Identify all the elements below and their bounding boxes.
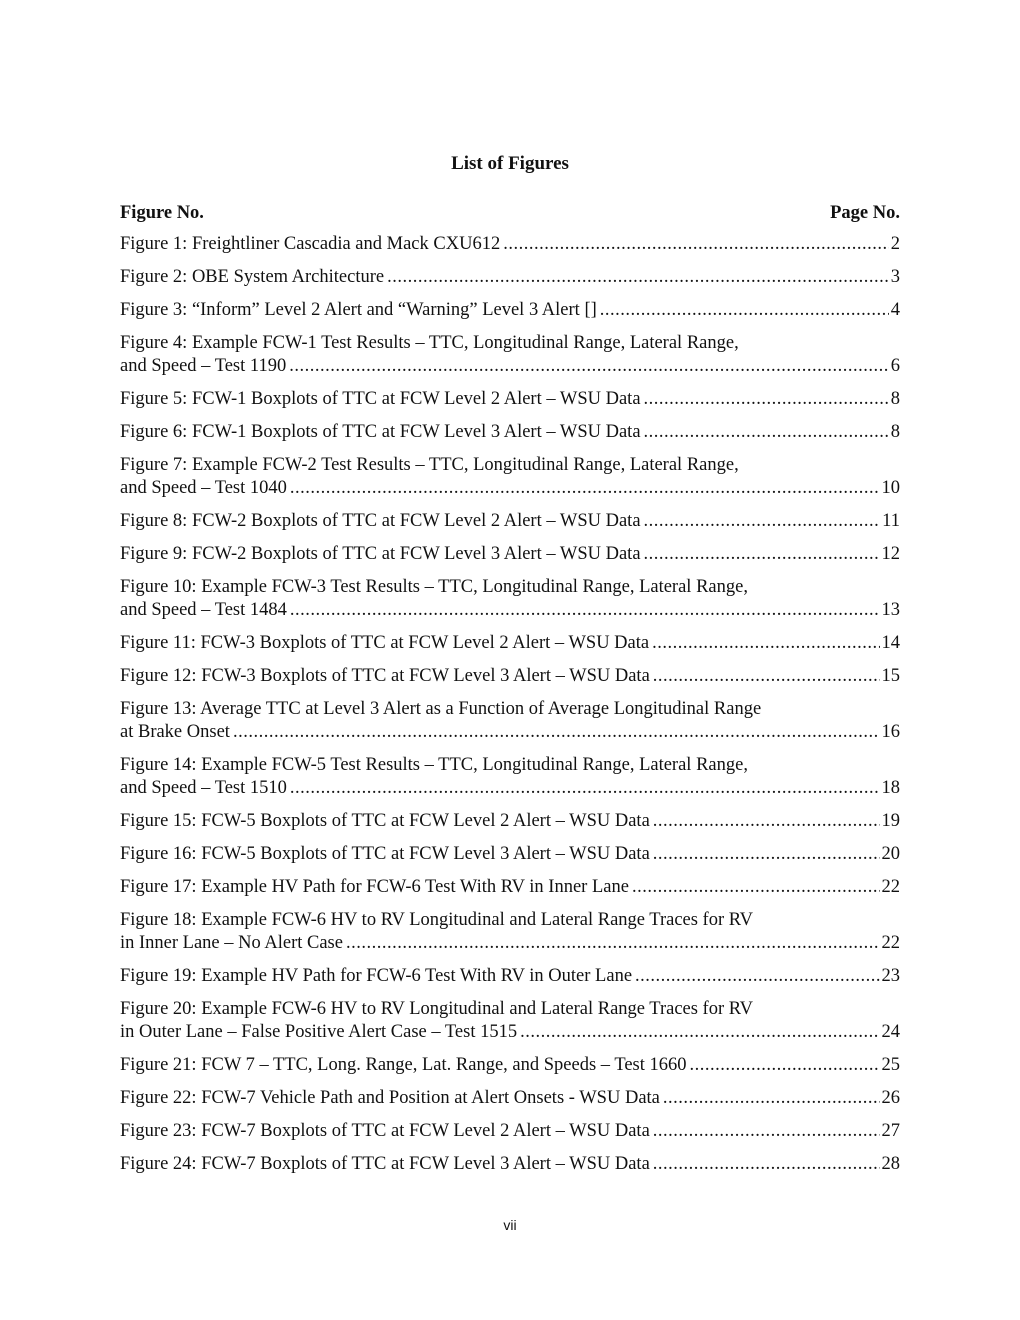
figure-entry-line: [120, 543, 900, 566]
dot-leader: [346, 932, 880, 955]
figure-entry[interactable]: [120, 1054, 900, 1077]
figure-entry-line: [120, 1120, 900, 1143]
figure-page-number: 25: [881, 1055, 900, 1075]
figure-entry-line: [120, 665, 900, 688]
page-title: List of Figures: [451, 153, 569, 174]
dot-leader: [632, 876, 880, 899]
figure-page-number: 26: [881, 1088, 900, 1108]
figure-page-number: 23: [881, 966, 900, 986]
figure-page-number: 19: [881, 811, 900, 831]
figure-entry[interactable]: [120, 1120, 900, 1143]
figure-caption: Figure 2: OBE System Architecture: [120, 267, 385, 287]
figure-entry[interactable]: [120, 299, 900, 322]
figure-entry-line: [120, 632, 900, 655]
figure-page-number: 14: [881, 633, 900, 653]
figure-entry[interactable]: [120, 876, 900, 899]
figure-page-number: 18: [881, 778, 900, 798]
figure-entry-line: [120, 454, 900, 477]
dot-leader: [503, 233, 889, 256]
dot-leader: [653, 1153, 880, 1176]
dot-leader: [635, 965, 879, 988]
dot-leader: [289, 355, 889, 378]
figure-caption: Figure 6: FCW-1 Boxplots of TTC at FCW Level 3 Alert – WSU Data: [120, 422, 641, 442]
figure-entry-line: [120, 421, 900, 444]
figure-entry[interactable]: [120, 1087, 900, 1110]
figure-caption: Figure 7: Example FCW-2 Test Results – TTC, Longitudinal Range, Lateral Range,: [120, 455, 739, 475]
figure-entry-line: [120, 965, 900, 988]
figure-entry-line: [120, 1021, 900, 1044]
figure-entry[interactable]: [120, 543, 900, 566]
figure-caption: Figure 20: Example FCW-6 HV to RV Longitudinal and Lateral Range Traces for RV: [120, 999, 753, 1019]
figure-no-header: Figure No.: [120, 203, 204, 223]
figure-entry-line: [120, 876, 900, 899]
figure-page-number: 4: [890, 300, 900, 320]
figure-caption: Figure 17: Example HV Path for FCW-6 Test With RV in Inner Lane: [120, 877, 629, 897]
figure-caption: and Speed – Test 1040: [120, 478, 287, 498]
dot-leader: [644, 388, 889, 411]
dot-leader: [520, 1021, 879, 1044]
figure-page-number: 8: [890, 422, 900, 442]
figure-entry[interactable]: [120, 998, 900, 1044]
figure-entry[interactable]: [120, 421, 900, 444]
figure-entry[interactable]: [120, 388, 900, 411]
figure-entry-line: [120, 909, 900, 932]
dot-leader: [644, 510, 881, 533]
figure-page-number: 2: [890, 234, 900, 254]
figure-entry[interactable]: [120, 454, 900, 500]
figure-entry-line: [120, 576, 900, 599]
figure-entry[interactable]: [120, 909, 900, 955]
dot-leader: [653, 843, 880, 866]
figure-page-number: 15: [881, 666, 900, 686]
figure-page-number: 11: [882, 511, 900, 531]
figure-entry[interactable]: [120, 843, 900, 866]
figure-caption: and Speed – Test 1484: [120, 600, 287, 620]
figure-page-number: 13: [881, 600, 900, 620]
figure-caption: Figure 22: FCW-7 Vehicle Path and Position at Alert Onsets - WSU Data: [120, 1088, 660, 1108]
dot-leader: [600, 299, 889, 322]
figure-entry[interactable]: [120, 632, 900, 655]
figure-list: [120, 233, 900, 1186]
figure-caption: Figure 5: FCW-1 Boxplots of TTC at FCW Level 2 Alert – WSU Data: [120, 389, 641, 409]
dot-leader: [290, 477, 880, 500]
figure-caption: Figure 23: FCW-7 Boxplots of TTC at FCW Level 2 Alert – WSU Data: [120, 1121, 650, 1141]
figure-entry[interactable]: [120, 510, 900, 533]
figure-entry-line: [120, 599, 900, 622]
figure-entry-line: [120, 510, 900, 533]
figure-caption: Figure 4: Example FCW-1 Test Results – TTC, Longitudinal Range, Lateral Range,: [120, 333, 739, 353]
figure-caption: Figure 19: Example HV Path for FCW-6 Test With RV in Outer Lane: [120, 966, 633, 986]
figure-page-number: 22: [881, 877, 900, 897]
figure-entry[interactable]: [120, 576, 900, 622]
figure-entry[interactable]: [120, 810, 900, 833]
dot-leader: [652, 632, 879, 655]
figure-caption: Figure 8: FCW-2 Boxplots of TTC at FCW Level 2 Alert – WSU Data: [120, 511, 641, 531]
figure-page-number: 27: [881, 1121, 900, 1141]
figure-page-number: 16: [881, 722, 900, 742]
figure-entry-line: [120, 1054, 900, 1077]
figure-entry-line: [120, 698, 900, 721]
figure-caption: Figure 13: Average TTC at Level 3 Alert as a Function of Average Longitudinal Range: [120, 699, 762, 719]
figure-entry-line: [120, 721, 900, 744]
figure-entry-line: [120, 777, 900, 800]
figure-caption: and Speed – Test 1510: [120, 778, 287, 798]
dot-leader: [290, 777, 880, 800]
figure-caption: in Outer Lane – False Positive Alert Case – Test 1515: [120, 1022, 518, 1042]
figure-entry-line: [120, 332, 900, 355]
figure-entry-line: [120, 932, 900, 955]
figure-entry-line: [120, 754, 900, 777]
figure-entry-line: [120, 477, 900, 500]
column-header: [120, 201, 900, 225]
dot-leader: [663, 1087, 880, 1110]
figure-page-number: 6: [890, 356, 900, 376]
figure-caption: Figure 1: Freightliner Cascadia and Mack CXU612: [120, 234, 501, 254]
figure-entry[interactable]: [120, 665, 900, 688]
figure-page-number: 10: [881, 478, 900, 498]
dot-leader: [690, 1054, 880, 1077]
figure-entry[interactable]: [120, 965, 900, 988]
figure-caption: Figure 18: Example FCW-6 HV to RV Longitudinal and Lateral Range Traces for RV: [120, 910, 753, 930]
dot-leader: [644, 421, 889, 444]
figure-caption: Figure 11: FCW-3 Boxplots of TTC at FCW Level 2 Alert – WSU Data: [120, 633, 650, 653]
figure-caption: Figure 14: Example FCW-5 Test Results – TTC, Longitudinal Range, Lateral Range,: [120, 755, 748, 775]
figure-page-number: 24: [881, 1022, 900, 1042]
dot-leader: [653, 1120, 880, 1143]
dot-leader: [290, 599, 880, 622]
figure-caption: Figure 12: FCW-3 Boxplots of TTC at FCW Level 3 Alert – WSU Data: [120, 666, 650, 686]
figure-entry-line: [120, 810, 900, 833]
figure-entry[interactable]: [120, 698, 900, 744]
figure-page-number: 12: [881, 544, 900, 564]
footer-page-number: vii: [503, 1217, 517, 1233]
figure-caption: Figure 16: FCW-5 Boxplots of TTC at FCW Level 3 Alert – WSU Data: [120, 844, 650, 864]
figure-entry[interactable]: [120, 1153, 900, 1176]
dot-leader: [653, 810, 880, 833]
figure-caption: Figure 15: FCW-5 Boxplots of TTC at FCW Level 2 Alert – WSU Data: [120, 811, 650, 831]
dot-leader: [644, 543, 880, 566]
figure-page-number: 28: [881, 1154, 900, 1174]
figure-entry-line: [120, 1153, 900, 1176]
figure-page-number: 20: [881, 844, 900, 864]
figure-entry-line: [120, 266, 900, 289]
dot-leader: [653, 665, 880, 688]
figure-page-number: 3: [890, 267, 900, 287]
figure-caption: Figure 24: FCW-7 Boxplots of TTC at FCW Level 3 Alert – WSU Data: [120, 1154, 650, 1174]
figure-caption: in Inner Lane – No Alert Case: [120, 933, 343, 953]
figure-entry-line: [120, 843, 900, 866]
figure-caption: at Brake Onset: [120, 722, 230, 742]
figure-caption: Figure 10: Example FCW-3 Test Results – TTC, Longitudinal Range, Lateral Range,: [120, 577, 748, 597]
figure-caption: Figure 21: FCW 7 – TTC, Long. Range, Lat. Range, and Speeds – Test 1660: [120, 1055, 687, 1075]
figure-caption: Figure 9: FCW-2 Boxplots of TTC at FCW Level 3 Alert – WSU Data: [120, 544, 641, 564]
figure-entry-line: [120, 388, 900, 411]
figure-entry-line: [120, 1087, 900, 1110]
figure-entry[interactable]: [120, 233, 900, 256]
figure-entry-line: [120, 998, 900, 1021]
figure-entry-line: [120, 355, 900, 378]
figure-entry[interactable]: [120, 266, 900, 289]
figure-page-number: 8: [890, 389, 900, 409]
figure-caption: Figure 3: “Inform” Level 2 Alert and “Warning” Level 3 Alert []: [120, 300, 597, 320]
figure-entry-line: [120, 299, 900, 322]
dot-leader: [233, 721, 880, 744]
figure-entry[interactable]: [120, 332, 900, 378]
figure-caption: and Speed – Test 1190: [120, 356, 287, 376]
dot-leader: [387, 266, 889, 289]
figure-entry-line: [120, 233, 900, 256]
figure-page-number: 22: [881, 933, 900, 953]
page-no-header: Page No.: [830, 203, 900, 223]
figure-entry[interactable]: [120, 754, 900, 800]
